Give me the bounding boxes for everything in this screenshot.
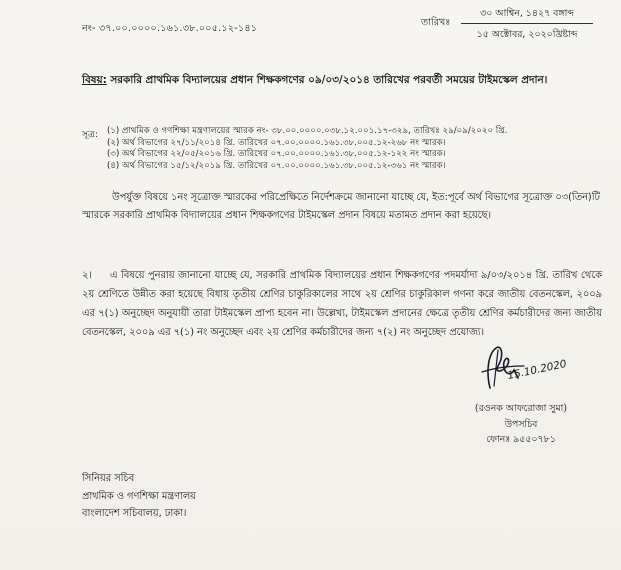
signatory-block xyxy=(456,401,586,448)
body-paragraph-2 xyxy=(82,266,602,342)
date-label: তারিখঃ xyxy=(421,17,451,28)
body-paragraph-1: উপর্যুক্ত বিষয়ে ১নং সূত্রোক্ত স্মারকের পরিপ্রেক্ষিতে নির্দেশক্রমে জানানো যাচ্ছে যে, ইত:পূর্বে অর্থ বিভাগের সূত্রোক্ত ০৩(তিন)টি স্মারকে সরকারি প্রাথমিক বিদ্যালয়ের প্রধান শিক্ষকগণের টাইমস্কেল প্রদান বিষয়ে মতামত প্রদান করা হয়েছে। xyxy=(82,192,600,221)
paragraph-2-text: এ বিষয়ে পুনরায় জানানো যাচ্ছে যে, সরকারি প্রাথমিক বিদ্যালয়ের প্রধান শিক্ষকগণের পদমর্যাদা ৯/০৩/২০১৪ খ্রি. তারিখ থেকে ২য় শ্রেণিতে উন্নীত করা হয়েছে বিধায় তৃতীয় শ্রেণির চাকুরিকালের সাথে ২য় শ্রেণির চাকুরিকাল গণনা করে জাতীয় বেতনস্কেল, ২০০৯ এর ৭(১) অনুচ্ছেদ অনুযায়ী তারা টাইমস্কেল প্রাপ্য হবেন না। উল্লেখ্য, টাইমস্কেল প্রদানের ক্ষেত্রে তৃতীয় শ্রেণির কর্মচারীদের জন্য জাতীয় বেতনস্কেল, ২০০৯ এর ৭(১) নং অনুচ্ছেদ এবং ২য় শ্রেণির কর্মচারীদের জন্য ৭(২) নং অনুচ্ছেদ প্রযোজ্য। xyxy=(82,270,602,338)
recipient-address: বাংলাদেশ সচিবালয়, ঢাকা। xyxy=(82,508,187,519)
date-block xyxy=(461,6,593,42)
recipient-ministry: প্রাথমিক ও গণশিক্ষা মন্ত্রণালয় xyxy=(82,490,196,502)
paragraph-number: ২। xyxy=(82,270,92,281)
memo-reference-number: নং- ৩৭.০০.০০০০.১৬১.৩৮.০০৫.১২-১৪১ xyxy=(82,23,258,34)
reference-item: (৪) অর্থ বিভাগের ১৫/১২/২০১৯ খ্রি. তারিখের ০৭.০০.০০০০.১৬১.৩৮.০০৫.১২-৩৬১ নং স্মারক। xyxy=(107,160,446,171)
date-gregorian: ১৫ অক্টোবর, ২০২০খ্রিষ্টাব্দ xyxy=(476,29,578,40)
reference-label: সূত্র: xyxy=(82,129,98,140)
recipient-block xyxy=(82,470,196,523)
signatory-designation: উপসচিব xyxy=(504,418,538,430)
signatory-phone: ফোনঃ ৯৫৫০৭৮১ xyxy=(486,434,556,445)
signatory-name: (রওনক আফরোজা সুমা) xyxy=(474,403,568,414)
subject-label: বিষয়: xyxy=(82,74,107,86)
reference-item: (৩) অর্থ বিভাগের ২২/০৫/২০১৬ খ্রি. তারিখের ০৭.০০.০০০০.১৬১.৩৮.০০৫.১২-১২২ নং স্মারক। xyxy=(107,149,446,160)
signature-date: 15.10.2020 xyxy=(506,357,568,383)
reference-item: (১) প্রাথমিক ও গণশিক্ষা মন্ত্রণালয়ের স্মারক নং- ৩৮.০০.০০০০.০৩৮.১২.০০১.১৭-৩২৯, তারিখঃ ২৯/০৯/২০২০ খ্রি. xyxy=(107,126,508,136)
reference-list xyxy=(107,126,597,172)
subject-text: সরকারি প্রাথমিক বিদ্যালয়ের প্রধান শিক্ষকগণের ০৯/০৩/২০১৪ তারিখের পরবর্তী সময়ের টাইমস্কেল প্রদান। xyxy=(110,74,548,86)
subject-line xyxy=(82,72,597,89)
date-bangla: ৩০ আশ্বিন, ১৪২৭ বঙ্গাব্দ xyxy=(461,6,593,24)
recipient-title: সিনিয়র সচিব xyxy=(82,473,135,484)
reference-item: (২) অর্থ বিভাগের ২৭/১১/২০১৪ খ্রি. তারিখের ০৭.০০.০০০০.১৬১.৩৮.০০৫.১২-২৬৮ নং স্মারক। xyxy=(107,137,446,148)
